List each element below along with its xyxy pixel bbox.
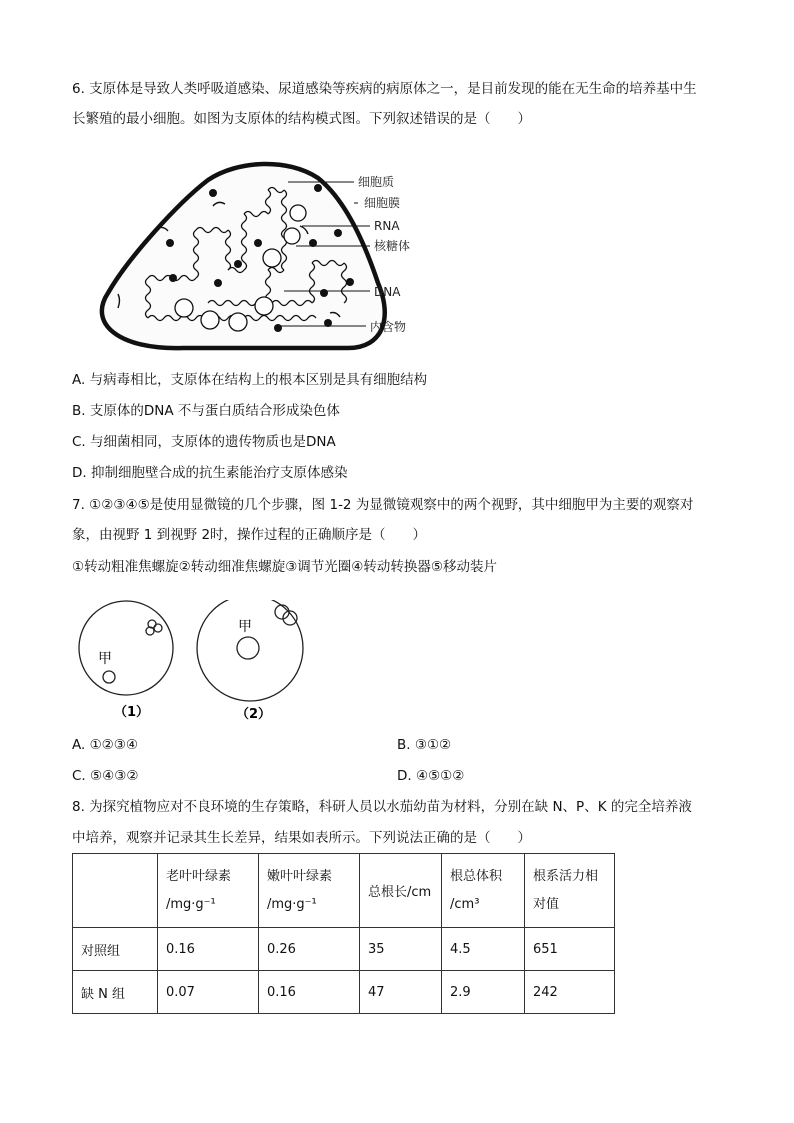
view-2 (197, 600, 303, 701)
q7-steps: ①转动粗准焦螺旋②转动细准焦螺旋③调节光圈④转动转换器⑤移动装片 (72, 559, 498, 575)
header-young-leaf-chlorophyll (259, 854, 360, 928)
label-membrane: 细胞膜 (364, 196, 401, 210)
table-cell: 2.9 (442, 971, 525, 1014)
q6-option-a: A. 与病毒相比，支原体在结构上的根本区别是具有细胞结构 (72, 372, 428, 388)
table-row (73, 971, 615, 1014)
q8-stem-line2: 中培养，观察并记录其生长差异，结果如表所示。下列说法正确的是（ ） (72, 830, 531, 846)
q8-stem-line1: 8. 为探究植物应对不良环境的生存策略，科研人员以水茄幼苗为材料，分别在缺 N、P、K 的完全培养液 (72, 799, 692, 815)
header-root-activity (525, 854, 615, 928)
header-total-root-length-l1: 总根长/cm (368, 885, 432, 900)
table-cell: 缺 N 组 (73, 971, 158, 1014)
q6-option-c: C. 与细菌相同，支原体的遗传物质也是DNA (72, 434, 336, 450)
header-old-leaf-chlorophyll (158, 854, 259, 928)
table-cell: 0.16 (158, 928, 259, 971)
header-root-volume-l1: 根总体积 (450, 868, 503, 884)
header-total-root-length (360, 854, 442, 928)
view2-caption: （2） (236, 707, 272, 722)
label-dna: DNA (374, 285, 401, 299)
q7-option-c: C. ⑤④③② (72, 768, 139, 784)
table-cell: 0.07 (158, 971, 259, 1014)
q6-option-b: B. 支原体的DNA 不与蛋白质结合形成染色体 (72, 403, 340, 419)
header-root-volume-l2: /cm³ (450, 896, 480, 912)
view1-cell-label: 甲 (98, 651, 112, 667)
q6-option-d: D. 抑制细胞壁合成的抗生素能治疗支原体感染 (72, 465, 348, 481)
table-cell: 242 (525, 971, 615, 1014)
label-rna: RNA (374, 219, 400, 233)
table-header-row (73, 854, 615, 928)
header-old-leaf-chlorophyll-l1: 老叶叶绿素 (166, 868, 232, 884)
table-cell: 35 (360, 928, 442, 971)
header-root-volume (442, 854, 525, 928)
q7-option-a: A. ①②③④ (72, 737, 138, 753)
view-1 (79, 601, 173, 695)
view2-cell-label: 甲 (238, 619, 252, 635)
table-cell: 0.26 (259, 928, 360, 971)
q7-option-d: D. ④⑤①② (397, 768, 465, 784)
microscope-views-figure (72, 600, 312, 726)
view1-caption: （1） (114, 705, 150, 720)
label-cytoplasm: 细胞质 (358, 175, 395, 189)
table-cell: 对照组 (73, 928, 158, 971)
header-old-leaf-chlorophyll-l2: /mg·g⁻¹ (166, 896, 216, 912)
table-cell: 47 (360, 971, 442, 1014)
q7-stem-line1: 7. ①②③④⑤是使用显微镜的几个步骤，图 1-2 为显微镜观察中的两个视野，其中细胞甲为主要的观察对 (72, 497, 694, 513)
q6-stem-line1: 6. 支原体是导致人类呼吸道感染、尿道感染等疾病的病原体之一，是目前发现的能在无生命的培养基中生 (72, 81, 697, 97)
table-cell: 651 (525, 928, 615, 971)
table-row (73, 928, 615, 971)
table-cell: 0.16 (259, 971, 360, 1014)
q7-option-b: B. ③①② (397, 737, 452, 753)
label-ribosome: 核糖体 (374, 239, 411, 253)
header-cell-empty (73, 854, 158, 928)
q6-stem-line2: 长繁殖的最小细胞。如图为支原体的结构模式图。下列叙述错误的是（ ） (72, 111, 531, 127)
mycoplasma-structure-figure (88, 158, 428, 358)
label-inclusion: 内含物 (370, 320, 407, 334)
header-young-leaf-chlorophyll-l2: /mg·g⁻¹ (267, 896, 317, 912)
header-root-activity-l1: 根系活力相 (533, 868, 599, 884)
results-table (72, 853, 615, 1014)
table-cell: 4.5 (442, 928, 525, 971)
header-root-activity-l2: 对值 (533, 896, 560, 912)
q7-stem-line2: 象，由视野 1 到视野 2时，操作过程的正确顺序是（ ） (72, 527, 427, 543)
header-young-leaf-chlorophyll-l1: 嫩叶叶绿素 (267, 868, 333, 884)
